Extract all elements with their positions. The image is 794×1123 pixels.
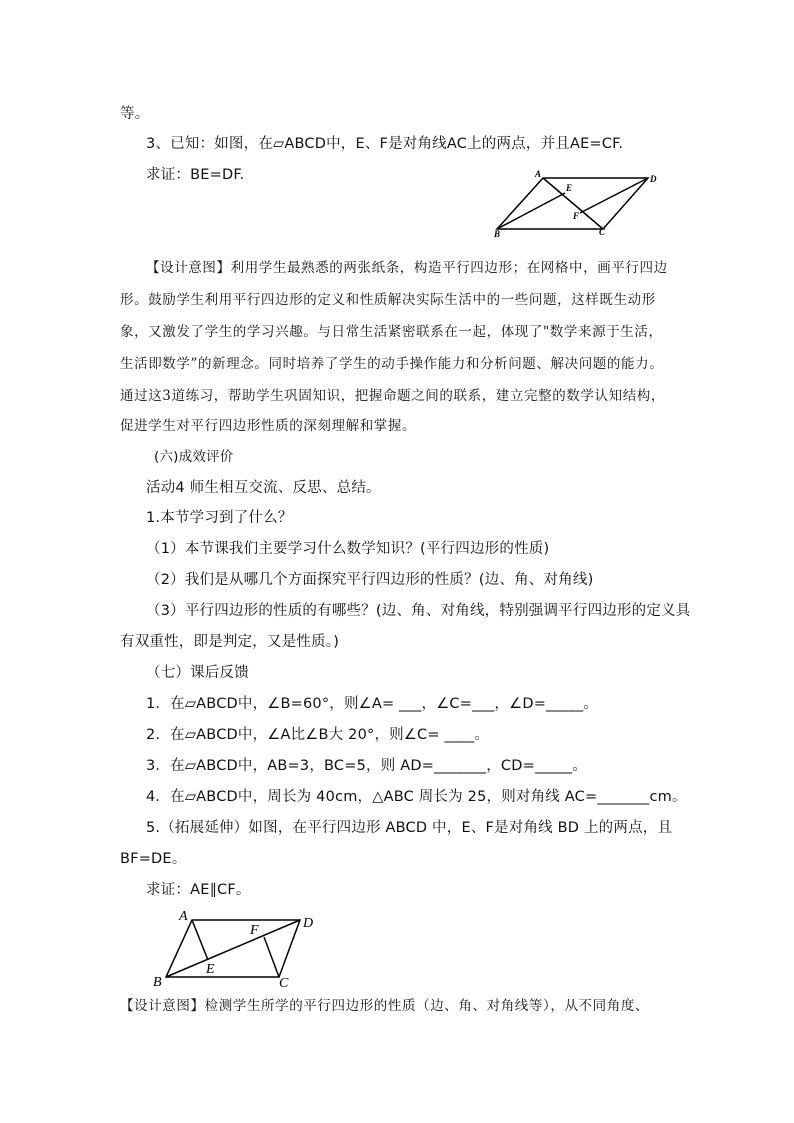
- problem-3-statement: 3、已知：如图，在▱ABCD中，E、F是对角线AC上的两点，并且AE=CF.: [146, 136, 624, 152]
- question-line: 1.本节学习到了什么？: [146, 510, 293, 526]
- question-line: （1）本节课我们主要学习什么数学知识？(平行四边形的性质): [146, 541, 550, 557]
- question-line: （2）我们是从哪几个方面探究平行四边形的性质？(边、角、对角线): [146, 572, 594, 588]
- exercise-1: 1．在▱ABCD中，∠B=60°，则∠A= ___，∠C=___，∠D=_____。: [146, 696, 598, 712]
- label-D: D: [303, 916, 314, 931]
- label-E: E: [206, 962, 215, 977]
- label-D: D: [650, 174, 657, 184]
- design-intent-line: 通过这3道练习，帮助学生巩固知识，把握命题之间的联系，建立完整的数学认知结构，: [120, 388, 665, 404]
- design-intent-line: 象，又激发了学生的学习兴趣。与日常生活紧密联系在一起，体现了"数学来源于生活，: [120, 324, 663, 340]
- section-heading: （七）课后反馈: [146, 665, 249, 681]
- question-line: 有双重性，即是判定，又是性质。): [120, 634, 340, 650]
- label-B: B: [153, 975, 162, 990]
- design-intent-line: 【设计意图】检测学生所学的平行四边形的性质（边、角、对角线等），从不同角度、: [120, 998, 650, 1014]
- label-A: A: [535, 169, 542, 179]
- label-F: F: [573, 211, 580, 221]
- design-intent-line: 生活即数学”的新理念。同时培养了学生的动手操作能力和分析问题、解决问题的能力。: [120, 356, 664, 372]
- label-C: C: [279, 976, 289, 991]
- design-intent-line: 形。鼓励学生利用平行四边形的定义和性质解决实际生活中的一些问题，这样既生动形: [120, 292, 656, 308]
- exercise-4: 4．在▱ABCD中，周长为 40cm，△ABC 周长为 25，则对角线 AC=_______cm。: [146, 789, 687, 805]
- label-F: F: [250, 923, 259, 938]
- exercise-2: 2．在▱ABCD中，∠A比∠B大 20°，则∠C= ____。: [146, 727, 490, 743]
- exercise-5: 5.（拓展延伸）如图，在平行四边形 ABCD 中，E、F是对角线 BD 上的两点，且: [146, 820, 673, 836]
- activity-line: 活动4 师生相互交流、反思、总结。: [146, 480, 381, 496]
- label-C: C: [599, 227, 606, 237]
- design-intent-line: 促进学生对平行四边形性质的深刻理解和掌握。: [120, 418, 417, 434]
- exercise-5-prove: 求证：AE∥CF。: [146, 882, 251, 898]
- label-B: B: [494, 229, 501, 239]
- design-intent-line: 【设计意图】利用学生最熟悉的两张纸条，构造平行四边形；在网格中，画平行四边: [146, 260, 668, 276]
- label-A: A: [179, 909, 188, 924]
- text-line: 等。: [120, 106, 150, 122]
- section-heading: (六)成效评价: [154, 449, 234, 465]
- exercise-5-cont: BF=DE。: [120, 851, 187, 867]
- label-E: E: [566, 183, 573, 193]
- problem-3-prove: 求证：BE=DF.: [146, 167, 245, 183]
- exercise-3: 3．在▱ABCD中，AB=3，BC=5，则 AD=_______，CD=_____。: [146, 758, 587, 774]
- question-line: （3）平行四边形的性质的有哪些？(边、角、对角线，特别强调平行四边形的定义具: [146, 603, 691, 619]
